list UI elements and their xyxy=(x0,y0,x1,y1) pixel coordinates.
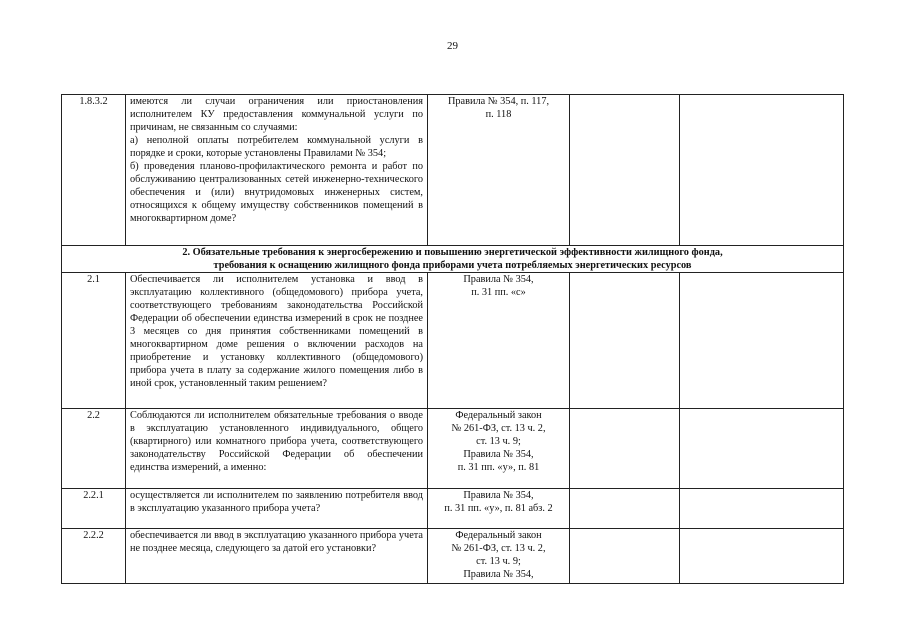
section-title-line1: 2. Обязательные требования к энергосбережению и повышению энергетической эффективности жилищного фонда, xyxy=(182,247,723,258)
legal-reference: Правила № 354, п. 117, п. 118 xyxy=(428,95,570,246)
section-header-row xyxy=(62,246,844,273)
blank-cell xyxy=(570,529,680,584)
row-number: 2.1 xyxy=(62,273,126,409)
row-number: 1.8.3.2 xyxy=(62,95,126,246)
row-number: 2.2 xyxy=(62,409,126,489)
table-row xyxy=(62,489,844,529)
requirement-text: Соблюдаются ли исполнителем обязательные требования о вводе в эксплуатацию установленного индивидуального, общего (квартирного) или комнатного прибора учета, соответствующего законодательству Российской Федерации об обеспечении единства измерений, а именно: xyxy=(126,409,428,489)
blank-cell xyxy=(570,409,680,489)
notes-cell xyxy=(680,273,844,409)
section-title-line2: требования к оснащению жилищного фонда приборами учета потребляемых энергетических ресурсов xyxy=(213,260,692,271)
row-number: 2.2.1 xyxy=(62,489,126,529)
legal-reference: Федеральный закон № 261-ФЗ, ст. 13 ч. 2, ст. 13 ч. 9; Правила № 354, п. 31 пп. «у», п. 81 xyxy=(428,409,570,489)
notes-cell xyxy=(680,95,844,246)
notes-cell xyxy=(680,489,844,529)
table-row xyxy=(62,409,844,489)
legal-reference: Федеральный закон № 261-ФЗ, ст. 13 ч. 2, ст. 13 ч. 9; Правила № 354, xyxy=(428,529,570,584)
blank-cell xyxy=(570,273,680,409)
requirement-text: имеются ли случаи ограничения или приостановления исполнителем КУ предоставления коммунальной услуги по причинам, не связанным со случаями: а) неполной оплаты потребителем коммунальной услуги в порядке и сроки, которые установлены Правилами № 354; б) проведения планово-профилактического ремонта и работ по обслуживанию централизованных сетей инженерно-технического обеспечения и (или) внутридомовых инженерных систем, относящихся к общему имуществу собственников помещений в многоквартирном доме? xyxy=(126,95,428,246)
legal-reference: Правила № 354, п. 31 пп. «у», п. 81 абз. 2 xyxy=(428,489,570,529)
checklist-table xyxy=(61,94,844,584)
notes-cell xyxy=(680,409,844,489)
page-number: 29 xyxy=(447,40,458,52)
section-title xyxy=(62,246,844,273)
table-row xyxy=(62,95,844,246)
table-row xyxy=(62,529,844,584)
legal-reference: Правила № 354, п. 31 пп. «с» xyxy=(428,273,570,409)
blank-cell xyxy=(570,95,680,246)
requirement-text: обеспечивается ли ввод в эксплуатацию указанного прибора учета не позднее месяца, следующего за датой его установки? xyxy=(126,529,428,584)
blank-cell xyxy=(570,489,680,529)
requirement-text: осуществляется ли исполнителем по заявлению потребителя ввод в эксплуатацию указанного прибора учета? xyxy=(126,489,428,529)
notes-cell xyxy=(680,529,844,584)
table-row xyxy=(62,273,844,409)
row-number: 2.2.2 xyxy=(62,529,126,584)
requirement-text: Обеспечивается ли исполнителем установка и ввод в эксплуатацию коллективного (общедомового) прибора учета, соответствующего требованиям законодательства Российской Федерации об обеспечении единства измерений в срок не позднее 3 месяцев со дня принятия собственниками помещений в многоквартирном доме решения о включении расходов на приобретение и установку коллективного (общедомового) прибора учета в плату за содержание жилого помещения либо в иной срок, установленный таким решением? xyxy=(126,273,428,409)
